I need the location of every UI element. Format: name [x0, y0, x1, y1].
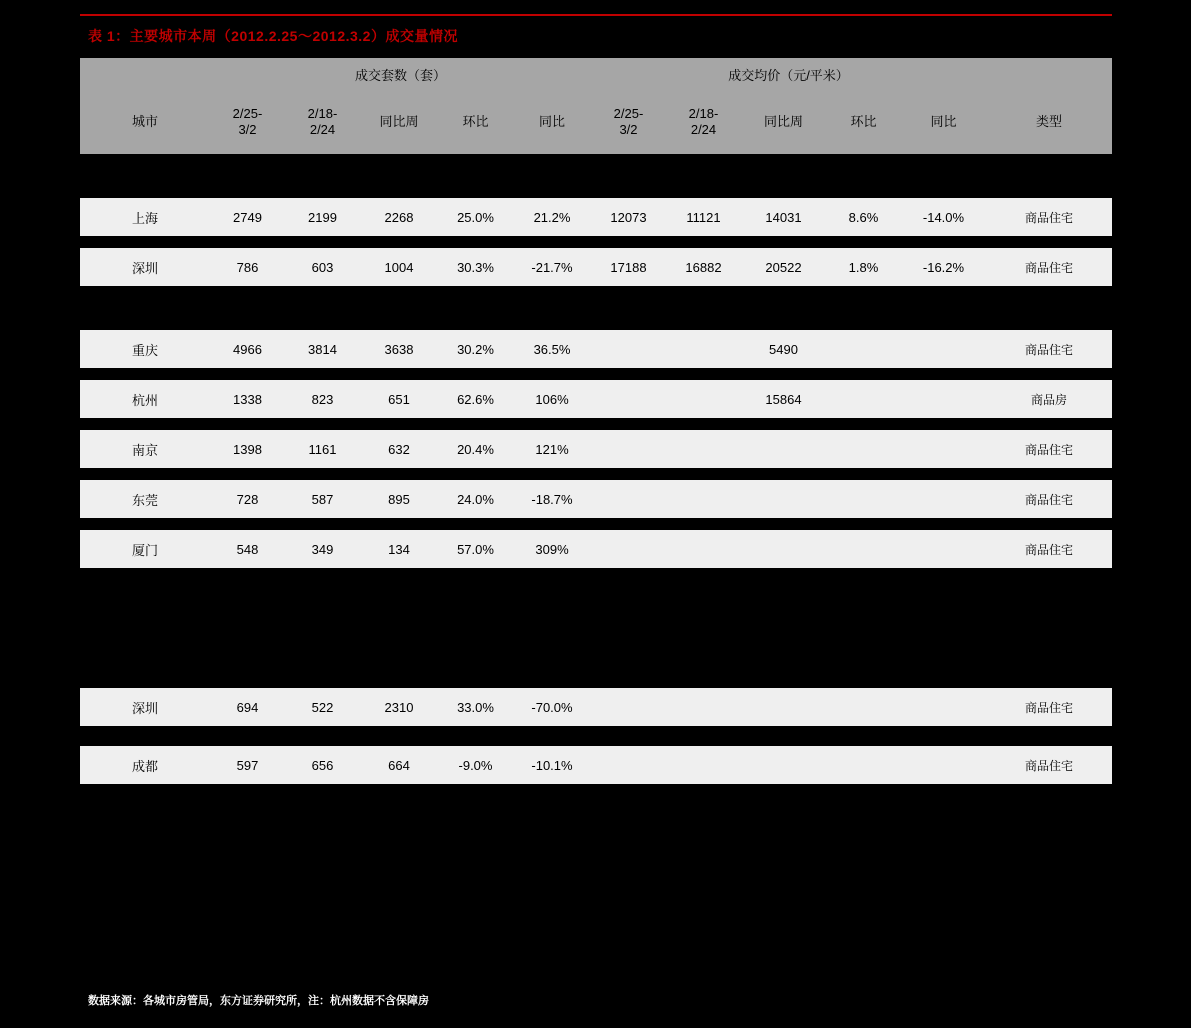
row-price-yoy [901, 746, 986, 784]
row-city: 成都 [80, 746, 210, 784]
row-price-mom [826, 530, 901, 568]
row-price-prev [666, 380, 741, 418]
row-price-cur [591, 430, 666, 468]
row-city: 厦门 [80, 530, 210, 568]
table-row [80, 248, 1112, 286]
header-col-price-yoy: 同比 [901, 90, 986, 154]
row-volume-yoy: 121% [513, 430, 591, 468]
row-price-yoy-week: 15864 [741, 380, 826, 418]
row-price-prev: 16882 [666, 248, 741, 286]
row-volume-cur: 1338 [210, 380, 285, 418]
header-group-volume: 成交套数（套） [210, 58, 591, 90]
table-row [80, 198, 1112, 236]
row-volume-prev: 656 [285, 746, 360, 784]
row-price-prev [666, 330, 741, 368]
row-type: 商品住宅 [986, 746, 1112, 784]
row-gap [80, 236, 1112, 248]
row-price-cur [591, 688, 666, 726]
row-type: 商品住宅 [986, 198, 1112, 236]
table-row [80, 380, 1112, 418]
row-price-cur [591, 380, 666, 418]
blank-separator-row [80, 286, 1112, 330]
row-price-cur [591, 530, 666, 568]
header-corner-cell-right [986, 58, 1112, 90]
row-gap [80, 418, 1112, 430]
row-price-yoy-week [741, 430, 826, 468]
row-volume-mom: 33.0% [438, 688, 513, 726]
row-price-cur [591, 746, 666, 784]
header-col-volume-cur-l1: 2/25- [232, 106, 263, 121]
header-col-price-prev-l1: 2/18- [688, 106, 719, 121]
header-col-volume-yoy: 同比 [513, 90, 591, 154]
header-col-volume-prev-l1: 2/18- [307, 106, 338, 121]
row-volume-cur: 548 [210, 530, 285, 568]
row-volume-cur: 597 [210, 746, 285, 784]
row-gap [80, 726, 1112, 746]
row-volume-prev: 587 [285, 480, 360, 518]
row-volume-cur: 4966 [210, 330, 285, 368]
row-volume-prev: 349 [285, 530, 360, 568]
header-type: 类型 [986, 90, 1112, 154]
header-city: 城市 [80, 90, 210, 154]
row-volume-mom: 30.2% [438, 330, 513, 368]
row-volume-yoy-week: 134 [360, 530, 438, 568]
row-volume-mom: 57.0% [438, 530, 513, 568]
row-volume-prev: 522 [285, 688, 360, 726]
row-price-yoy-week [741, 746, 826, 784]
row-type: 商品住宅 [986, 330, 1112, 368]
transaction-volume-table [80, 58, 1112, 784]
row-volume-yoy: 106% [513, 380, 591, 418]
row-price-yoy-week [741, 480, 826, 518]
row-price-yoy [901, 330, 986, 368]
row-price-yoy [901, 380, 986, 418]
row-price-prev [666, 430, 741, 468]
blank-separator-row [80, 154, 1112, 198]
section-gap [80, 568, 1112, 688]
row-volume-yoy: -18.7% [513, 480, 591, 518]
row-price-cur [591, 330, 666, 368]
row-price-prev: 11121 [666, 198, 741, 236]
row-price-yoy [901, 480, 986, 518]
row-gap [80, 518, 1112, 530]
row-price-cur [591, 480, 666, 518]
header-column-row [80, 90, 1112, 154]
data-source-footnote: 数据来源：各城市房管局，东方证券研究所，注：杭州数据不含保障房 [88, 995, 429, 1007]
row-volume-mom: 20.4% [438, 430, 513, 468]
row-type: 商品住宅 [986, 480, 1112, 518]
table-row [80, 330, 1112, 368]
row-volume-yoy-week: 651 [360, 380, 438, 418]
row-volume-cur: 1398 [210, 430, 285, 468]
row-price-yoy [901, 530, 986, 568]
row-city: 深圳 [80, 248, 210, 286]
row-volume-cur: 2749 [210, 198, 285, 236]
row-type: 商品住宅 [986, 530, 1112, 568]
row-volume-yoy: -10.1% [513, 746, 591, 784]
row-price-prev [666, 530, 741, 568]
header-col-price-prev-l2: 2/24 [690, 122, 717, 137]
row-price-yoy [901, 688, 986, 726]
row-volume-prev: 1161 [285, 430, 360, 468]
row-price-yoy-week [741, 688, 826, 726]
row-volume-yoy: 309% [513, 530, 591, 568]
row-volume-prev: 2199 [285, 198, 360, 236]
row-price-yoy: -14.0% [901, 198, 986, 236]
title-top-rule [80, 14, 1112, 16]
header-col-price-cur-l1: 2/25- [613, 106, 644, 121]
row-price-mom [826, 380, 901, 418]
row-price-mom: 1.8% [826, 248, 901, 286]
header-col-volume-cur-l2: 3/2 [238, 122, 257, 137]
table-row [80, 430, 1112, 468]
header-col-volume-yoy-week: 同比周 [360, 90, 438, 154]
row-volume-yoy: 36.5% [513, 330, 591, 368]
table-row [80, 530, 1112, 568]
row-gap [80, 368, 1112, 380]
row-volume-prev: 823 [285, 380, 360, 418]
row-price-yoy-week: 14031 [741, 198, 826, 236]
header-col-volume-cur [210, 90, 285, 154]
row-gap [80, 468, 1112, 480]
row-price-prev [666, 480, 741, 518]
row-volume-mom: 30.3% [438, 248, 513, 286]
row-price-prev [666, 746, 741, 784]
row-volume-cur: 786 [210, 248, 285, 286]
table-row [80, 688, 1112, 726]
row-volume-yoy-week: 2310 [360, 688, 438, 726]
row-volume-mom: -9.0% [438, 746, 513, 784]
row-city: 杭州 [80, 380, 210, 418]
row-volume-yoy-week: 632 [360, 430, 438, 468]
row-volume-prev: 3814 [285, 330, 360, 368]
row-city: 深圳 [80, 688, 210, 726]
table-row [80, 480, 1112, 518]
row-type: 商品住宅 [986, 688, 1112, 726]
row-price-prev [666, 688, 741, 726]
row-price-yoy-week [741, 530, 826, 568]
row-volume-yoy-week: 664 [360, 746, 438, 784]
header-col-price-mom: 环比 [826, 90, 901, 154]
header-corner-cell [80, 58, 210, 90]
row-volume-cur: 728 [210, 480, 285, 518]
row-type: 商品住宅 [986, 430, 1112, 468]
header-col-volume-prev-l2: 2/24 [309, 122, 336, 137]
row-price-mom [826, 746, 901, 784]
row-price-mom [826, 430, 901, 468]
table-title: 表 1：主要城市本周（2012.2.25～2012.3.2）成交量情况 [88, 28, 458, 44]
row-price-mom [826, 480, 901, 518]
row-city: 上海 [80, 198, 210, 236]
header-col-price-cur [591, 90, 666, 154]
row-price-mom [826, 330, 901, 368]
row-city: 南京 [80, 430, 210, 468]
header-group-price: 成交均价（元/平米） [591, 58, 986, 90]
row-volume-yoy: -21.7% [513, 248, 591, 286]
row-price-cur: 17188 [591, 248, 666, 286]
row-type: 商品房 [986, 380, 1112, 418]
row-volume-yoy: -70.0% [513, 688, 591, 726]
row-volume-yoy-week: 3638 [360, 330, 438, 368]
row-volume-mom: 62.6% [438, 380, 513, 418]
row-volume-cur: 694 [210, 688, 285, 726]
row-price-yoy [901, 430, 986, 468]
row-price-mom: 8.6% [826, 198, 901, 236]
row-volume-yoy: 21.2% [513, 198, 591, 236]
header-col-price-yoy-week: 同比周 [741, 90, 826, 154]
row-volume-yoy-week: 2268 [360, 198, 438, 236]
header-col-volume-prev [285, 90, 360, 154]
header-group-row [80, 58, 1112, 90]
row-city: 东莞 [80, 480, 210, 518]
row-price-yoy: -16.2% [901, 248, 986, 286]
row-price-cur: 12073 [591, 198, 666, 236]
header-col-volume-mom: 环比 [438, 90, 513, 154]
row-volume-mom: 24.0% [438, 480, 513, 518]
table-row [80, 746, 1112, 784]
row-volume-yoy-week: 895 [360, 480, 438, 518]
row-volume-mom: 25.0% [438, 198, 513, 236]
header-col-price-prev [666, 90, 741, 154]
header-col-price-cur-l2: 3/2 [619, 122, 638, 137]
row-price-mom [826, 688, 901, 726]
row-volume-yoy-week: 1004 [360, 248, 438, 286]
row-price-yoy-week: 20522 [741, 248, 826, 286]
row-volume-prev: 603 [285, 248, 360, 286]
row-type: 商品住宅 [986, 248, 1112, 286]
row-city: 重庆 [80, 330, 210, 368]
row-price-yoy-week: 5490 [741, 330, 826, 368]
